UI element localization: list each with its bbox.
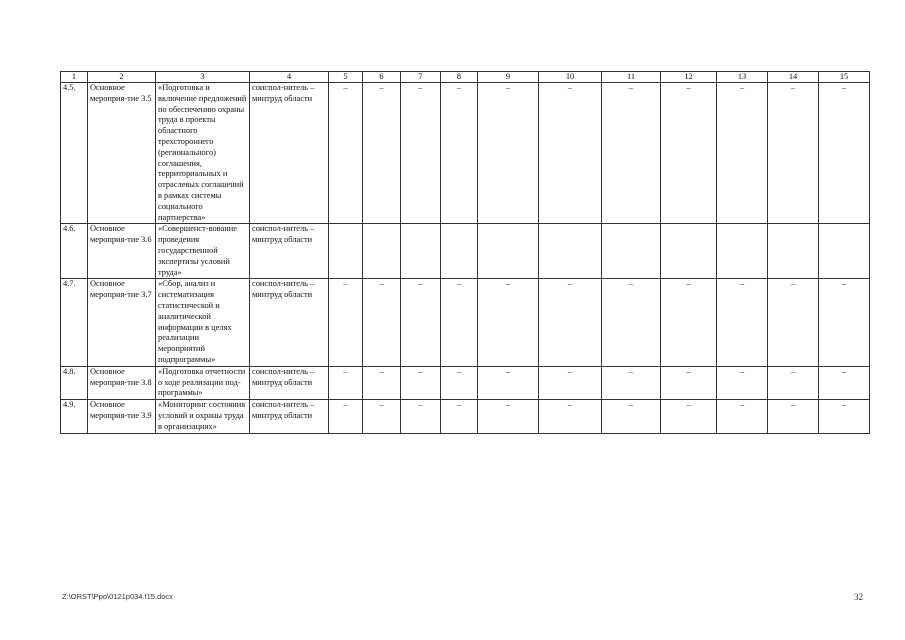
value-cell: – <box>717 366 768 399</box>
value-cell <box>768 224 819 279</box>
row-executor-cell: соиспол-нитель – минтруд области <box>250 83 329 224</box>
value-cell: – <box>363 279 401 366</box>
column-header: 4 <box>250 72 329 83</box>
column-header: 5 <box>329 72 363 83</box>
column-header: 1 <box>61 72 88 83</box>
value-cell: – <box>819 279 870 366</box>
column-header: 7 <box>401 72 441 83</box>
value-cell: – <box>768 83 819 224</box>
row-name-cell: «Сбор, анализ и систематизация статистической и аналитической информации в целях реализации мероприятий подпрограммы» <box>156 279 250 366</box>
value-cell: – <box>329 279 363 366</box>
value-cell: – <box>539 366 602 399</box>
value-cell <box>717 224 768 279</box>
value-cell: – <box>478 400 539 433</box>
column-header: 9 <box>478 72 539 83</box>
value-cell <box>441 224 478 279</box>
column-header: 14 <box>768 72 819 83</box>
value-cell: – <box>478 366 539 399</box>
value-cell: – <box>602 279 661 366</box>
value-cell: – <box>768 366 819 399</box>
value-cell: – <box>819 83 870 224</box>
value-cell: – <box>329 83 363 224</box>
header-row <box>61 72 870 83</box>
value-cell: – <box>478 83 539 224</box>
column-header: 10 <box>539 72 602 83</box>
value-cell: – <box>478 279 539 366</box>
row-type-cell: Основное мероприя-тие 3.8 <box>88 366 156 399</box>
value-cell: – <box>661 400 717 433</box>
value-cell: – <box>819 400 870 433</box>
row-name-cell: «Подготовка и включение предложений по обеспечению охраны труда в проекты областного трехстороннего (регионального) соглашения, территориальных и отраслевых соглашений в рамках системы социального партнерства» <box>156 83 250 224</box>
program-table <box>60 71 870 434</box>
value-cell: – <box>602 366 661 399</box>
row-type-cell: Основное мероприя-тие 3.6 <box>88 224 156 279</box>
row-name-cell: «Подготовка отчетности о ходе реализации под-программы» <box>156 366 250 399</box>
value-cell <box>401 224 441 279</box>
column-header: 8 <box>441 72 478 83</box>
value-cell: – <box>401 83 441 224</box>
value-cell: – <box>539 400 602 433</box>
value-cell <box>329 224 363 279</box>
row-executor-cell: соиспол-нитель – минтруд области <box>250 279 329 366</box>
row-number-cell: 4.8. <box>61 366 88 399</box>
value-cell <box>819 224 870 279</box>
value-cell: – <box>717 400 768 433</box>
value-cell: – <box>441 83 478 224</box>
value-cell: – <box>661 366 717 399</box>
row-type-cell: Основное мероприя-тие 3.9 <box>88 400 156 433</box>
value-cell: – <box>441 279 478 366</box>
column-header: 11 <box>602 72 661 83</box>
value-cell: – <box>329 366 363 399</box>
column-header: 13 <box>717 72 768 83</box>
table-row <box>61 400 870 433</box>
value-cell: – <box>602 400 661 433</box>
value-cell: – <box>363 400 401 433</box>
table-row <box>61 279 870 366</box>
row-type-cell: Основное мероприя-тие 3.5 <box>88 83 156 224</box>
value-cell: – <box>441 400 478 433</box>
value-cell <box>478 224 539 279</box>
value-cell: – <box>539 83 602 224</box>
value-cell <box>363 224 401 279</box>
value-cell: – <box>441 366 478 399</box>
row-number-cell: 4.5. <box>61 83 88 224</box>
row-number-cell: 4.6. <box>61 224 88 279</box>
row-executor-cell: соиспол-нитель – минтруд области <box>250 366 329 399</box>
value-cell: – <box>401 400 441 433</box>
value-cell <box>539 224 602 279</box>
footer-file-path: Z:\ORST\Ppo\0121p034.f15.docx <box>62 592 173 601</box>
column-header: 15 <box>819 72 870 83</box>
page-number: 32 <box>854 592 863 602</box>
value-cell: – <box>363 366 401 399</box>
table-row <box>61 224 870 279</box>
value-cell <box>661 224 717 279</box>
value-cell: – <box>661 279 717 366</box>
column-header: 2 <box>88 72 156 83</box>
value-cell: – <box>401 366 441 399</box>
value-cell <box>602 224 661 279</box>
column-header: 6 <box>363 72 401 83</box>
row-type-cell: Основное мероприя-тие 3.7 <box>88 279 156 366</box>
value-cell: – <box>401 279 441 366</box>
column-header: 3 <box>156 72 250 83</box>
row-number-cell: 4.9. <box>61 400 88 433</box>
value-cell: – <box>539 279 602 366</box>
row-executor-cell: соиспол-нитель – минтруд области <box>250 400 329 433</box>
column-header: 12 <box>661 72 717 83</box>
value-cell: – <box>602 83 661 224</box>
value-cell: – <box>819 366 870 399</box>
value-cell: – <box>329 400 363 433</box>
value-cell: – <box>717 83 768 224</box>
value-cell: – <box>768 400 819 433</box>
table-row <box>61 366 870 399</box>
value-cell: – <box>661 83 717 224</box>
row-name-cell: «Мониторинг состояния условий и охраны труда в организациях» <box>156 400 250 433</box>
row-executor-cell: соиспол-нитель – минтруд области <box>250 224 329 279</box>
row-number-cell: 4.7. <box>61 279 88 366</box>
value-cell: – <box>717 279 768 366</box>
value-cell: – <box>363 83 401 224</box>
table-row <box>61 83 870 224</box>
row-name-cell: «Совершенст-вование проведения государственной экспертизы условий труда» <box>156 224 250 279</box>
value-cell: – <box>768 279 819 366</box>
